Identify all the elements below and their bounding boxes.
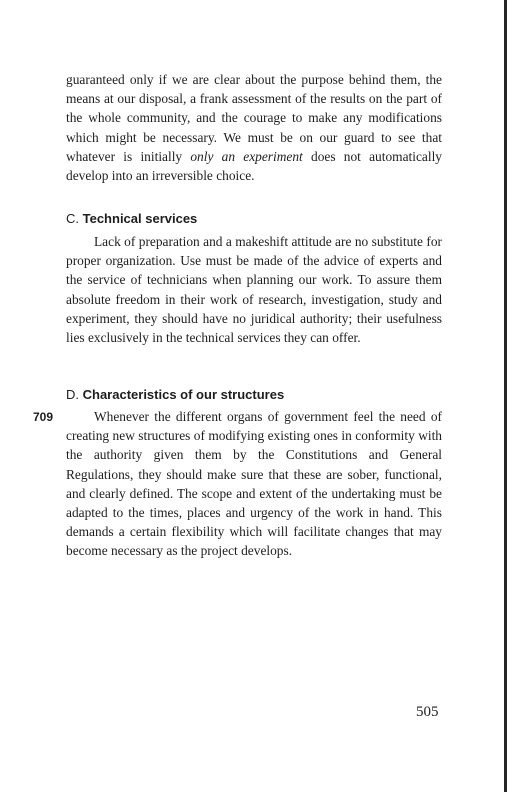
section-d-body-block [66,407,442,561]
section-d-paragraph: Whenever the different organs of government feel the need of creating new structures of modifying existing ones in conformity with the authority given them by the Constitutions and General Regulations, they should make sure that these are sober, functional, and clearly defined. The scope and extent of the undertaking must be adapted to the times, places and urgency of the work in hand. This demands a certain flexibility which will facilitate changes that may become necessary as the project develops. [66,409,442,559]
section-d-heading [66,387,284,402]
paragraph-1 [66,70,442,185]
section-c-title: Technical services [82,211,198,226]
section-c-heading [66,211,197,226]
paragraph-1-text-b: does not automatically develop into an irreversible choice. [66,148,442,184]
paragraph-1-italic: only an experiment [190,148,303,164]
section-d-letter: D. [66,387,79,402]
section-c-body-block [66,232,442,347]
margin-paragraph-number: 709 [33,410,54,424]
page-number: 505 [416,704,439,720]
page-edge-line [504,0,507,792]
section-c-letter: C. [66,211,79,226]
paragraph-1-text-a: guaranteed only if we are clear about the purpose behind them, the means at our disposal, a frank assessment of the results on the part of the whole community, and the courage to make any modifications which might be necessary. We must be on our guard to see that whatever is initially [66,72,442,164]
section-c-paragraph: Lack of preparation and a makeshift attitude are no substitute for proper organization. Use must be made of the advice of experts and the service of technicians when planning our work. To assure them absolute freedom in their work of research, investigation, study and experiment, they should have no juridical authority; their usefulness lies exclusively in the technical services they can offer. [66,234,442,346]
paragraph-continuation [66,70,442,185]
section-d-title: Characteristics of our structures [82,387,285,402]
